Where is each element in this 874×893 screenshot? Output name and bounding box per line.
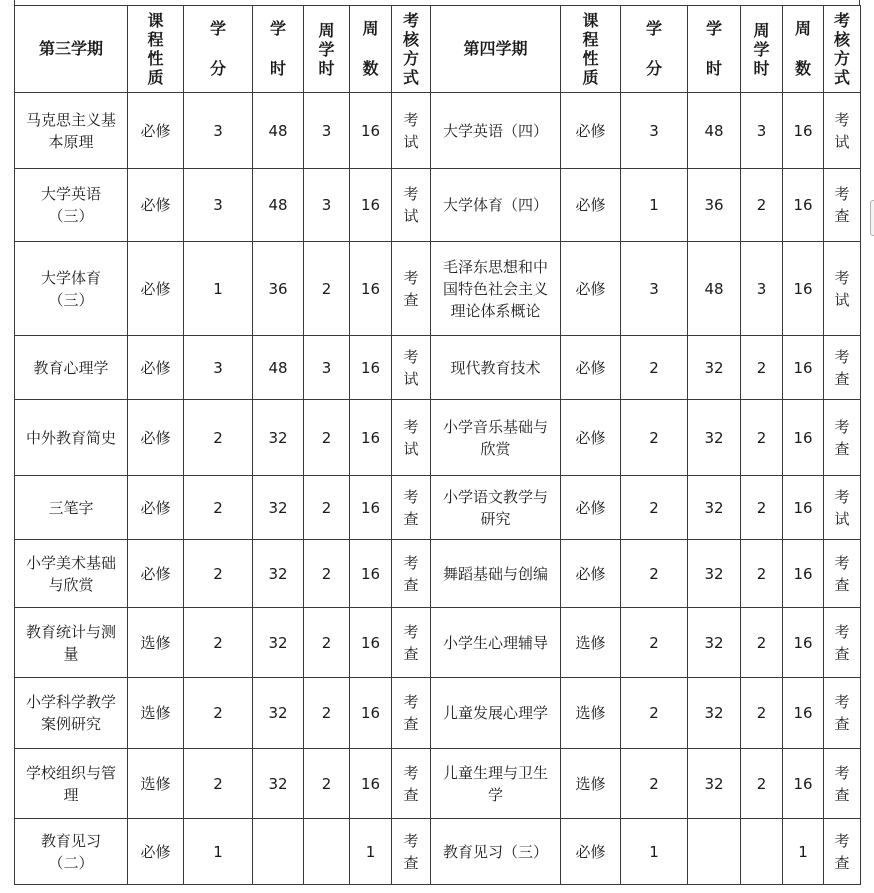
course-hours: 48 <box>688 242 741 336</box>
course-assessment: 考 查 <box>392 678 431 749</box>
course-schedule-table <box>14 5 861 885</box>
table-row <box>15 336 861 400</box>
course-nature: 选修 <box>128 678 184 749</box>
course-name: 毛泽东思想和中国特色社会主义理论体系概论 <box>431 242 561 336</box>
course-assessment: 考 查 <box>824 819 861 885</box>
header-course-nature: 课 程 性 质 <box>128 6 184 93</box>
course-nature: 必修 <box>128 400 184 476</box>
table-row <box>15 242 861 336</box>
course-name: 儿童发展心理学 <box>431 678 561 749</box>
course-weeks: 16 <box>783 400 824 476</box>
table-row <box>15 678 861 749</box>
course-hours: 32 <box>688 336 741 400</box>
course-nature: 必修 <box>128 242 184 336</box>
course-weeks: 16 <box>350 540 392 608</box>
course-assessment: 考 查 <box>392 819 431 885</box>
course-name: 大学英语（四） <box>431 93 561 169</box>
course-hours: 48 <box>253 169 304 242</box>
course-weeks: 16 <box>350 169 392 242</box>
course-assessment: 考 试 <box>392 93 431 169</box>
header-assessment-method: 考 核 方 式 <box>824 6 861 93</box>
course-hours: 48 <box>688 93 741 169</box>
course-hours: 32 <box>688 749 741 819</box>
course-assessment: 考 查 <box>392 242 431 336</box>
table-row <box>15 93 861 169</box>
course-assessment: 考 查 <box>392 749 431 819</box>
course-weekly-hours: 3 <box>304 336 350 400</box>
course-name: 大学体育（三） <box>15 242 128 336</box>
course-credits: 1 <box>184 819 253 885</box>
course-nature: 选修 <box>128 608 184 678</box>
header-weekly-hours: 周 学 时 <box>304 6 350 93</box>
course-weeks: 16 <box>350 242 392 336</box>
course-credits: 1 <box>621 819 688 885</box>
course-name: 大学英语（三） <box>15 169 128 242</box>
course-weekly-hours: 2 <box>741 678 783 749</box>
course-weeks: 1 <box>350 819 392 885</box>
course-hours: 32 <box>253 749 304 819</box>
course-nature: 必修 <box>561 476 621 540</box>
course-weekly-hours: 3 <box>741 93 783 169</box>
course-nature: 选修 <box>561 749 621 819</box>
table-row <box>15 819 861 885</box>
course-weekly-hours: 2 <box>304 476 350 540</box>
table-row <box>15 476 861 540</box>
course-credits: 2 <box>184 400 253 476</box>
course-nature: 必修 <box>561 540 621 608</box>
course-nature: 必修 <box>561 819 621 885</box>
course-hours: 36 <box>253 242 304 336</box>
course-nature: 必修 <box>561 242 621 336</box>
course-nature: 必修 <box>561 93 621 169</box>
course-weekly-hours: 2 <box>304 608 350 678</box>
course-weeks: 16 <box>350 400 392 476</box>
course-assessment: 考 试 <box>824 242 861 336</box>
course-weekly-hours: 2 <box>304 749 350 819</box>
header-weeks: 周 数 <box>783 6 824 93</box>
course-credits: 3 <box>184 336 253 400</box>
course-assessment: 考 查 <box>824 336 861 400</box>
course-weekly-hours: 2 <box>741 336 783 400</box>
course-name: 小学音乐基础与欣赏 <box>431 400 561 476</box>
course-credits: 2 <box>184 608 253 678</box>
course-assessment: 考 查 <box>824 678 861 749</box>
side-scroll-tab[interactable] <box>870 200 874 236</box>
course-credits: 3 <box>184 93 253 169</box>
course-assessment: 考 查 <box>392 476 431 540</box>
table-row <box>15 169 861 242</box>
course-weeks: 16 <box>350 336 392 400</box>
course-hours: 36 <box>688 169 741 242</box>
course-nature: 必修 <box>128 540 184 608</box>
course-assessment: 考 查 <box>824 608 861 678</box>
course-hours <box>253 819 304 885</box>
course-weekly-hours: 2 <box>741 608 783 678</box>
course-name: 舞蹈基础与创编 <box>431 540 561 608</box>
course-hours: 32 <box>688 608 741 678</box>
header-course-nature: 课 程 性 质 <box>561 6 621 93</box>
course-weekly-hours: 3 <box>304 93 350 169</box>
course-weeks: 16 <box>783 242 824 336</box>
header-weeks: 周 数 <box>350 6 392 93</box>
table-row <box>15 540 861 608</box>
course-assessment: 考 查 <box>824 400 861 476</box>
course-credits: 2 <box>184 678 253 749</box>
course-assessment: 考 查 <box>392 540 431 608</box>
course-assessment: 考 试 <box>392 169 431 242</box>
course-weekly-hours: 2 <box>304 540 350 608</box>
header-assessment-method: 考 核 方 式 <box>392 6 431 93</box>
header-hours: 学 时 <box>688 6 741 93</box>
course-weekly-hours: 3 <box>741 242 783 336</box>
header-semester-3: 第三学期 <box>15 6 128 93</box>
course-name: 现代教育技术 <box>431 336 561 400</box>
course-nature: 必修 <box>128 93 184 169</box>
course-weekly-hours: 3 <box>304 169 350 242</box>
course-assessment: 考 查 <box>824 540 861 608</box>
course-assessment: 考 查 <box>824 749 861 819</box>
course-credits: 3 <box>621 242 688 336</box>
course-nature: 必修 <box>561 169 621 242</box>
course-nature: 选修 <box>128 749 184 819</box>
course-nature: 选修 <box>561 678 621 749</box>
header-weekly-hours: 周 学 时 <box>741 6 783 93</box>
course-credits: 2 <box>621 540 688 608</box>
course-weekly-hours: 2 <box>304 678 350 749</box>
course-credits: 2 <box>621 749 688 819</box>
course-weeks: 16 <box>350 608 392 678</box>
course-assessment: 考 查 <box>824 169 861 242</box>
course-hours: 32 <box>688 540 741 608</box>
course-weeks: 16 <box>783 749 824 819</box>
course-nature: 必修 <box>128 169 184 242</box>
header-hours: 学 时 <box>253 6 304 93</box>
course-credits: 2 <box>621 678 688 749</box>
table-row <box>15 400 861 476</box>
course-hours: 32 <box>253 400 304 476</box>
course-weeks: 16 <box>350 93 392 169</box>
table-row <box>15 608 861 678</box>
course-hours: 32 <box>688 400 741 476</box>
course-hours: 32 <box>253 608 304 678</box>
course-credits: 1 <box>621 169 688 242</box>
course-nature: 选修 <box>561 608 621 678</box>
course-hours: 32 <box>253 540 304 608</box>
header-semester-4: 第四学期 <box>431 6 561 93</box>
course-assessment: 考 试 <box>392 336 431 400</box>
course-weeks: 16 <box>350 678 392 749</box>
course-weeks: 16 <box>783 476 824 540</box>
course-assessment: 考 试 <box>824 93 861 169</box>
course-name: 小学语文教学与研究 <box>431 476 561 540</box>
course-credits: 2 <box>621 608 688 678</box>
course-weekly-hours: 2 <box>304 242 350 336</box>
course-weekly-hours: 2 <box>741 540 783 608</box>
course-nature: 必修 <box>561 400 621 476</box>
course-weeks: 16 <box>783 336 824 400</box>
course-weekly-hours: 2 <box>741 749 783 819</box>
course-weekly-hours: 2 <box>304 400 350 476</box>
course-credits: 2 <box>621 400 688 476</box>
course-weekly-hours <box>304 819 350 885</box>
course-hours: 32 <box>688 476 741 540</box>
header-credits: 学 分 <box>184 6 253 93</box>
course-weeks: 16 <box>783 540 824 608</box>
course-weekly-hours: 2 <box>741 400 783 476</box>
course-hours: 32 <box>253 476 304 540</box>
course-hours: 32 <box>688 678 741 749</box>
course-credits: 2 <box>621 476 688 540</box>
course-name: 三笔字 <box>15 476 128 540</box>
course-name: 中外教育简史 <box>15 400 128 476</box>
table-row <box>15 749 861 819</box>
course-weeks: 16 <box>783 608 824 678</box>
course-credits: 3 <box>184 169 253 242</box>
course-hours <box>688 819 741 885</box>
course-credits: 2 <box>184 749 253 819</box>
course-name: 小学科学教学案例研究 <box>15 678 128 749</box>
course-name: 教育心理学 <box>15 336 128 400</box>
course-weekly-hours: 2 <box>741 169 783 242</box>
course-nature: 必修 <box>561 336 621 400</box>
course-nature: 必修 <box>128 476 184 540</box>
course-nature: 必修 <box>128 819 184 885</box>
course-credits: 2 <box>621 336 688 400</box>
course-credits: 2 <box>184 540 253 608</box>
course-assessment: 考 查 <box>392 608 431 678</box>
course-nature: 必修 <box>128 336 184 400</box>
course-name: 学校组织与管理 <box>15 749 128 819</box>
course-weeks: 16 <box>783 678 824 749</box>
course-credits: 3 <box>621 93 688 169</box>
course-weeks: 16 <box>350 749 392 819</box>
course-name: 教育见习（二） <box>15 819 128 885</box>
course-weeks: 16 <box>783 93 824 169</box>
course-credits: 1 <box>184 242 253 336</box>
course-hours: 48 <box>253 93 304 169</box>
header-credits: 学 分 <box>621 6 688 93</box>
course-name: 儿童生理与卫生学 <box>431 749 561 819</box>
course-weekly-hours: 2 <box>741 476 783 540</box>
course-hours: 32 <box>253 678 304 749</box>
course-weeks: 1 <box>783 819 824 885</box>
course-name: 马克思主义基本原理 <box>15 93 128 169</box>
course-name: 教育见习（三） <box>431 819 561 885</box>
course-assessment: 考 试 <box>392 400 431 476</box>
course-credits: 2 <box>184 476 253 540</box>
header-row <box>15 6 861 93</box>
course-name: 大学体育（四） <box>431 169 561 242</box>
course-weeks: 16 <box>783 169 824 242</box>
course-weekly-hours <box>741 819 783 885</box>
course-weeks: 16 <box>350 476 392 540</box>
course-name: 教育统计与测量 <box>15 608 128 678</box>
course-name: 小学生心理辅导 <box>431 608 561 678</box>
course-assessment: 考 试 <box>824 476 861 540</box>
course-hours: 48 <box>253 336 304 400</box>
course-name: 小学美术基础与欣赏 <box>15 540 128 608</box>
